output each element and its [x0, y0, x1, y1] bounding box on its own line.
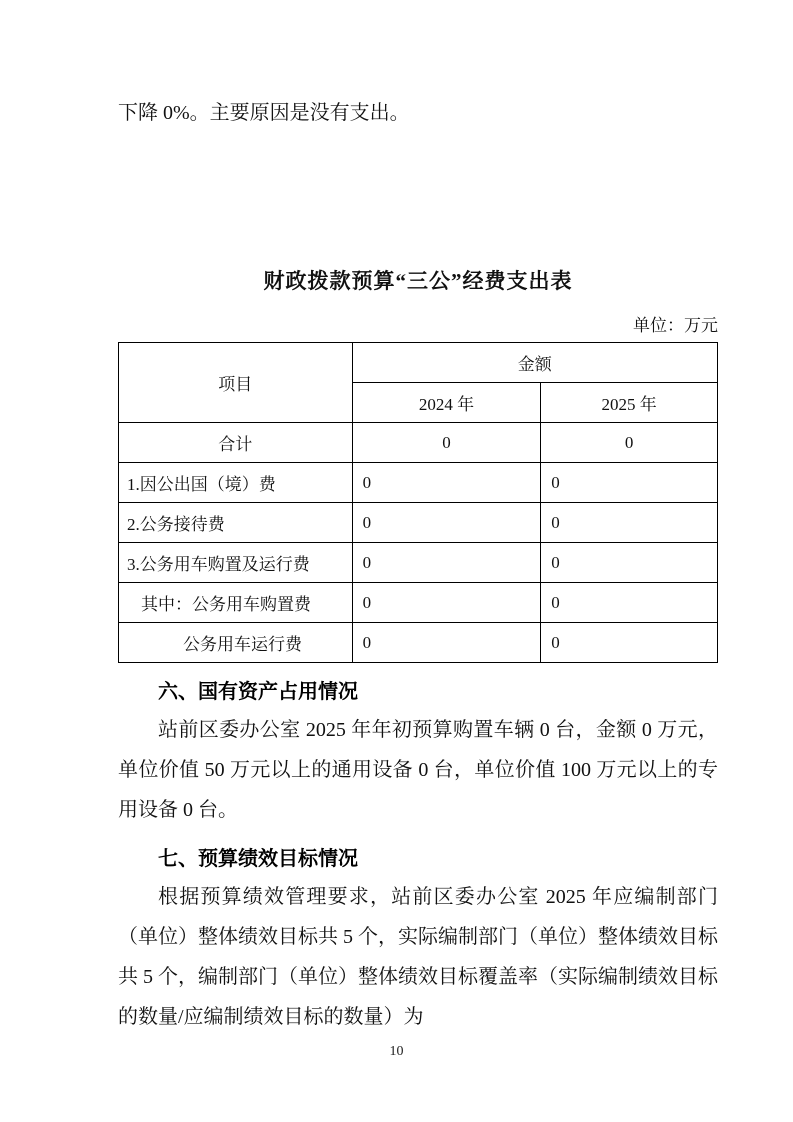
row-label-vehicle-operation-fee: 公务用车运行费 [119, 623, 353, 663]
intro-paragraph: 下降 0%。主要原因是没有支出。 [118, 102, 410, 124]
page-number: 10 [389, 1044, 404, 1059]
table-row [119, 583, 718, 623]
table-row [119, 423, 718, 463]
value-2024: 0 [352, 423, 541, 463]
row-label-vehicle-purchase-fee: 其中：公务用车购置费 [119, 583, 353, 623]
value-2024: 0 [352, 543, 541, 583]
table-row [119, 543, 718, 583]
table-header-row-1 [119, 343, 718, 383]
section-paragraph-performance-targets: 根据预算绩效管理要求，站前区委办公室 2025 年应编制部门（单位）整体绩效目标共 5 个，实际编制部门（单位）整体绩效目标共 5 个，编制部门（单位）整体绩效目标覆盖率（实际编制绩效目标的数量/应编制绩效目标的数量）为 [118, 886, 718, 1028]
value-2025: 0 [541, 583, 718, 623]
value-2024: 0 [352, 623, 541, 663]
san-gong-expense-table [118, 342, 718, 663]
table-row [119, 503, 718, 543]
table-row [119, 463, 718, 503]
header-cell-amount: 金额 [352, 343, 717, 383]
value-2025: 0 [541, 423, 718, 463]
table-title: 财政拨款预算“三公”经费支出表 [263, 269, 573, 293]
row-label-vehicle-purchase-operation-fee: 3.公务用车购置及运行费 [119, 543, 353, 583]
row-label-reception-fee: 2.公务接待费 [119, 503, 353, 543]
section-heading-state-assets: 六、国有资产占用情况 [158, 681, 358, 703]
value-2025: 0 [541, 543, 718, 583]
header-cell-2025: 2025 年 [541, 383, 718, 423]
value-2025: 0 [541, 623, 718, 663]
section-paragraph-state-assets: 站前区委办公室 2025 年年初预算购置车辆 0 台，金额 0 万元，单位价值 50 万元以上的通用设备 0 台，单位价值 100 万元以上的专用设备 0 台。 [118, 719, 718, 821]
header-cell-2024: 2024 年 [352, 383, 541, 423]
value-2025: 0 [541, 463, 718, 503]
value-2024: 0 [352, 583, 541, 623]
value-2025: 0 [541, 503, 718, 543]
row-label-abroad-fee: 1.因公出国（境）费 [119, 463, 353, 503]
value-2024: 0 [352, 503, 541, 543]
row-label-total: 合计 [119, 423, 353, 463]
section-heading-performance-targets: 七、预算绩效目标情况 [158, 848, 358, 870]
value-2024: 0 [352, 463, 541, 503]
table-row [119, 623, 718, 663]
header-cell-item: 项目 [119, 343, 353, 423]
unit-label: 单位：万元 [633, 316, 718, 335]
